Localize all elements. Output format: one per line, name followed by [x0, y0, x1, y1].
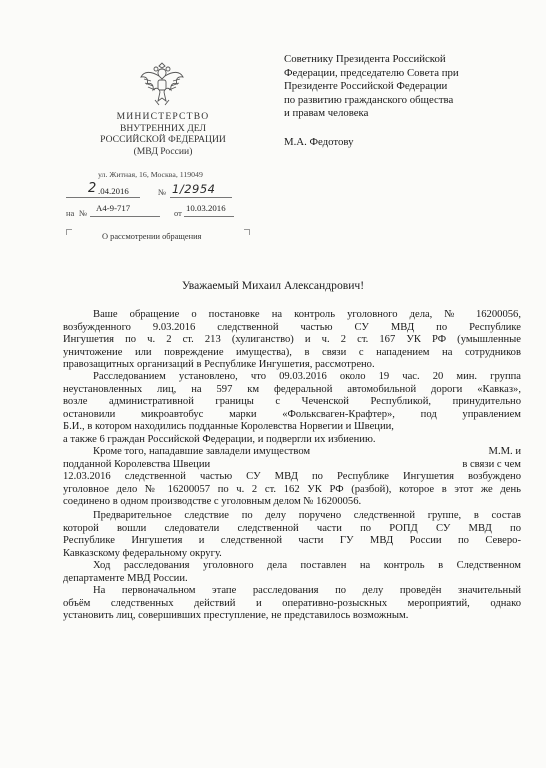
recipient-name: М.А. Федотову — [284, 135, 354, 148]
text-line: 12.03.2016 следственной частью СУ МВД по Республике Ингушетия возбуждено — [63, 471, 521, 482]
on-label: на — [66, 208, 75, 218]
text-fragment: М.М. и — [488, 446, 521, 457]
subject-bracket-left — [66, 229, 72, 235]
ministry-line: ВНУТРЕННИХ ДЕЛ — [119, 122, 207, 134]
recipient-line: Советнику Президента Российской — [284, 53, 446, 65]
text-line: которой вошли следователи следственной части по РОПД СУ МВД по — [63, 522, 521, 534]
text-line: Республике Ингушетия и следственной части ГУ МВД России по Северо- — [63, 535, 521, 546]
text-line: установить лиц, совершивших преступление, не представилось возможным. — [63, 610, 409, 621]
on-number-label: № — [79, 208, 88, 218]
handwritten-day: 2 — [88, 181, 97, 196]
text-line: Ход расследования уголовного дела поставлен на контроль в Следственном — [93, 560, 521, 571]
text-line — [63, 459, 521, 472]
ministry-line: МИНИСТЕРСТВО — [116, 111, 210, 122]
letter-subject: О рассмотрении обращения — [102, 232, 202, 241]
recipient-line: Президенте Российской Федерации — [284, 80, 448, 93]
handwritten-number: 1/2954 — [172, 182, 216, 196]
text-fragment: Кроме того, нападавшие завладели имуществом — [93, 446, 311, 457]
number-underline — [170, 197, 232, 198]
text-line: уголовное дело № 16200057 по ч. 2 ст. 162 УК РФ (разбой), которое в этот же день — [63, 483, 521, 495]
ministry-name-block — [88, 111, 238, 157]
text-line: Кавказскому федеральному округу. — [63, 547, 222, 559]
recipient-block — [284, 53, 459, 150]
text-line: остановили микроавтобус марки «Фольксваген-Крафтер», под управлением — [63, 408, 521, 420]
text-line: объём следственных действий и оперативно-розыскных мероприятий, однако — [63, 597, 521, 609]
recipient-line: по развитию гражданского общества — [284, 93, 454, 106]
text-line: Расследованием установлено, что 09.03.2016 около 19 час. 20 мин. группа — [93, 371, 521, 382]
text-line: Ингушетия по ч. 2 ст. 213 (хулиганство) и ч. 2 ст. 167 УК РФ (умышленные — [63, 334, 521, 345]
recipient-line: Федерации, председателю Совета при — [284, 66, 459, 79]
paragraph-5 — [63, 560, 521, 585]
ministry-line: (МВД России) — [133, 145, 193, 157]
incoming-date: 10.03.2016 — [186, 203, 226, 213]
text-line: возбужденного 9.03.2016 следственной частью СУ МВД по Республике — [63, 321, 521, 333]
text-line: На первоначальном этапе расследования по делу проведён значительный — [93, 585, 521, 596]
text-line: возле административной границы с Чеченской Республикой, принудительно — [63, 396, 521, 407]
text-line: неустановленных лиц, на 597 км федеральной автомобильной дороги «Кавказ», — [63, 383, 521, 395]
text-line: Предварительное следствие по делу поручено следственной группе, в состав — [93, 510, 521, 521]
date-underline — [66, 197, 140, 198]
from-label: от — [174, 208, 182, 218]
paragraph-6 — [63, 585, 521, 623]
ministry-address: ул. Житная, 16, Москва, 119049 — [98, 170, 203, 179]
text-line: департаменте МВД России. — [63, 572, 188, 584]
recipient-line: и правам человека — [284, 107, 369, 120]
paragraph-3 — [63, 446, 521, 509]
ministry-line: РОССИЙСКОЙ ФЕДЕРАЦИИ — [100, 134, 226, 145]
paragraph-4 — [63, 510, 521, 560]
text-line: уничтожение или повреждение имущества), в связи с нападением на сотрудников — [63, 346, 521, 358]
incoming-number: А4-9-717 — [96, 203, 131, 213]
text-line: а также 6 граждан Российской Федерации, и подвергли их избиению. — [63, 433, 376, 445]
outgoing-number-label: № — [158, 187, 167, 197]
text-fragment: подданной Королевства Швеции — [63, 458, 211, 470]
text-line — [63, 446, 521, 459]
russian-emblem-icon — [137, 59, 187, 109]
text-line: Ваше обращение о постановке на контроль уголовного дела, № 16200056, — [93, 309, 521, 320]
subject-bracket-right — [244, 229, 250, 235]
incoming-number-underline — [90, 216, 160, 217]
outgoing-date: .04.2016 — [98, 186, 129, 196]
paragraph-2 — [63, 371, 521, 446]
text-line: Б.И., в котором находились подданные Королевства Норвегии и Швеции, — [63, 421, 394, 432]
text-line: соединено в одном производстве с уголовным делом № 16200056. — [63, 496, 362, 507]
text-line: правозащитных организаций в Республике Ингушетия, рассмотрено. — [63, 359, 375, 370]
text-fragment: в связи с чем — [462, 458, 521, 470]
paragraph-1 — [63, 309, 521, 372]
greeting: Уважаемый Михаил Александрович! — [181, 279, 365, 292]
incoming-date-underline — [184, 216, 234, 217]
